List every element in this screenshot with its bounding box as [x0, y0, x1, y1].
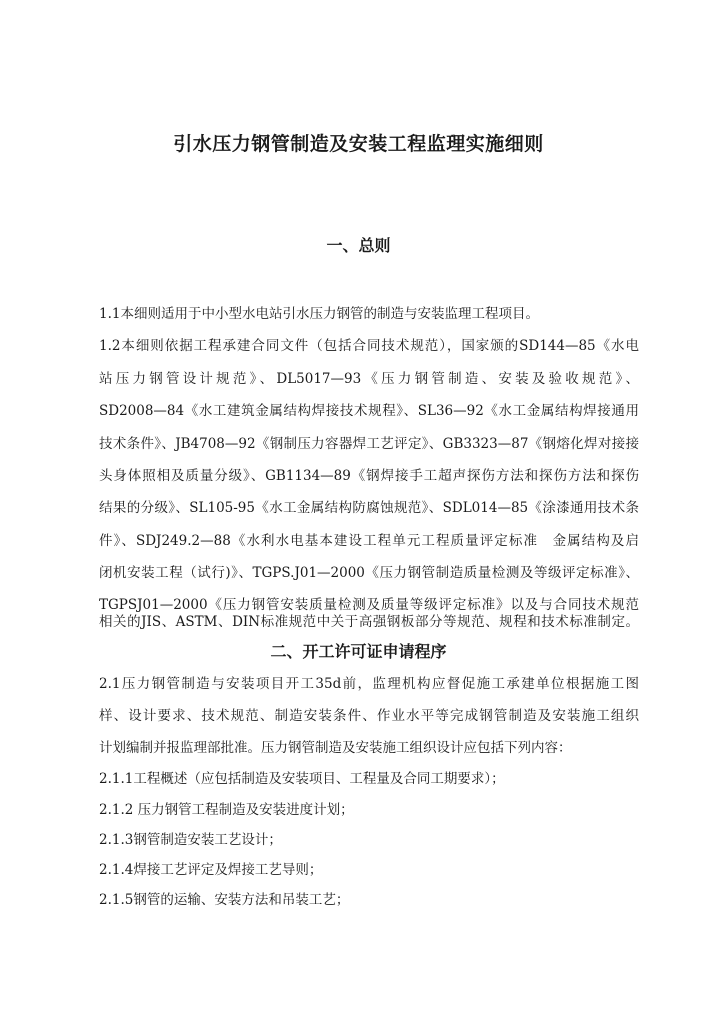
paragraph-line: 结果的分级》、SL105-95《水工金属结构防腐蚀规范》、SDL014—85《涂漆通用技术条 [99, 500, 639, 516]
section-heading-permit: 二、开工许可证申请程序 [270, 642, 447, 661]
list-item: 2.1.4焊接工艺评定及焊接工艺导则； [99, 862, 323, 878]
paragraph-line: 2.1压力钢管制造与安装项目开工35d前，监理机构应督促施工承建单位根据施工图 [99, 676, 639, 692]
paragraph-line: 相关的JIS、ASTM、DIN标准规范中关于高强钢板部分等规范、规程和技术标准制定。 [99, 614, 639, 630]
paragraph-line: 闭机安装工程（试行)》、TGPS.J01—2000《压力钢管制造质量检测及等级评定标准》、 [99, 565, 639, 581]
paragraph-line: 件》、SDJ249.2—88《水利水电基本建设工程单元工程质量评定标准 金属结构及启 [99, 533, 639, 549]
paragraph-line: 技术条件》、JB4708—92《钢制压力容器焊工艺评定》、GB3323—87《钢熔化焊对接接 [99, 436, 639, 452]
list-item: 2.1.5钢管的运输、安装方法和吊装工艺； [99, 892, 350, 908]
paragraph-line: 站压力钢管设计规范》、DL5017—93《压力钢管制造、安装及验收规范》、 [99, 371, 639, 387]
list-item: 2.1.2 压力钢管工程制造及安装进度计划； [99, 802, 354, 818]
list-item: 2.1.1工程概述（应包括制造及安装项目、工程量及合同工期要求）； [99, 771, 505, 787]
section-heading-general: 一、总则 [326, 236, 391, 255]
paragraph-line: 1.1本细则适用于中小型水电站引水压力钢管的制造与安装监理工程项目。 [99, 306, 539, 322]
paragraph-line: 样、设计要求、技术规范、制造安装条件、作业水平等完成钢管制造及安装施工组织 [99, 708, 639, 724]
paragraph-line: 计划编制并报监理部批准。压力钢管制造及安装施工组织设计应包括下列内容： [99, 740, 572, 756]
document-title: 引水压力钢管制造及安装工程监理实施细则 [173, 133, 544, 155]
paragraph-line: SD2008—84《水工建筑金属结构焊接技术规程》、SL36—92《水工金属结构焊接通用 [99, 403, 639, 419]
paragraph-line: 头身体照相及质量分级》、GB1134—89《钢焊接手工超声探伤方法和探伤方法和探伤 [99, 468, 639, 484]
paragraph-line: TGPSJ01—2000《压力钢管安装质量检测及质量等级评定标准》以及与合同技术规范 [99, 597, 639, 613]
list-item: 2.1.3钢管制造安装工艺设计； [99, 832, 282, 848]
paragraph-line: 1.2本细则依据工程承建合同文件（包括合同技术规范），国家颁的SD144—85《水电 [99, 338, 639, 354]
